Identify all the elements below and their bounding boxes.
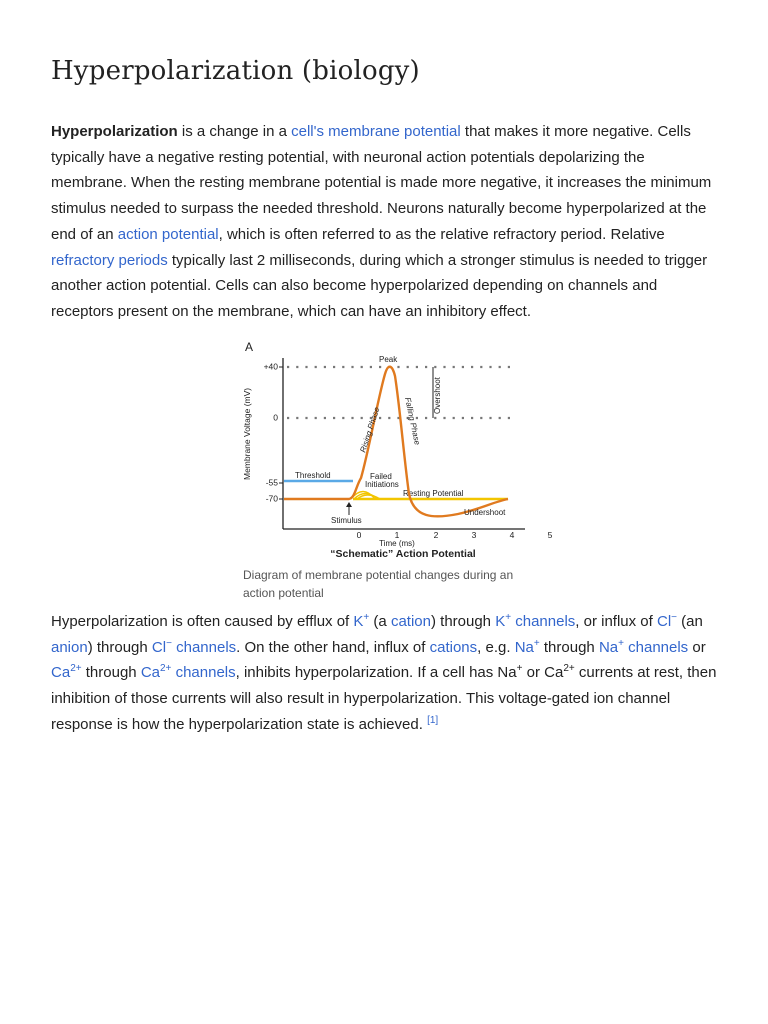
intro-paragraph [51,119,721,325]
text: . On the other hand, influx of [236,638,430,656]
y-tick-label: 0 [273,412,278,423]
text: or Ca [522,664,564,682]
superscript: 2+ [70,663,82,675]
superscript: − [671,612,677,623]
superscript: 2+ [563,663,575,675]
y-tick-label: -70 [265,493,278,504]
channels-text: channels [171,664,236,682]
channels-text: channels [171,638,237,656]
text: (an [677,613,703,630]
anion-link[interactable]: anion [51,638,88,656]
superscript: + [505,612,512,623]
undershoot-label: Undershoot [464,508,506,517]
diagram-title: “Schematic” Action Potential [330,548,476,560]
cl-text: Cl [656,613,672,630]
rising-phase-label: Rising Phase [358,406,382,454]
superscript: 2+ [160,663,172,675]
initiations-label: Initiations [365,480,399,489]
page-title: Hyperpolarization (biology) [51,56,420,86]
calcium-channels-link[interactable] [141,664,236,681]
text: typically last 2 milliseconds, during which a stronger stimulus is needed to trigger another action potential. Cells can also become hyperpolarized depending on channels and receptors present on the membrane, which can have an inhibitory effect. [51,251,708,320]
text: is a change in a [177,123,292,140]
na-text: Na [514,638,534,656]
text: through [539,638,599,656]
superscript: + [618,637,624,649]
superscript: + [363,612,370,623]
panel-letter: A [245,340,254,354]
superscript: + [533,637,540,649]
figure-caption: Diagram of membrane potential changes during an action potential [243,568,514,600]
text: ) through [87,638,152,656]
sodium-link[interactable] [515,639,540,656]
x-tick-label: 4 [509,530,515,540]
text: Hyperpolarization is often caused by efflux of [51,613,354,630]
text: , which is often referred to as the relative refractory period. Relative [218,225,665,243]
na-text: Na [598,638,619,656]
body-paragraph [51,609,721,738]
sodium-channels-link[interactable] [599,639,688,656]
falling-phase-label: Falling Phase [403,396,422,446]
calcium-link[interactable] [51,664,82,681]
x-tick-label: 0 [356,530,362,540]
action-potential-link[interactable]: action potential [117,225,219,243]
channels-text: channels [511,613,576,630]
ca-text: Ca [51,664,71,682]
cation-link[interactable]: cation [390,613,431,630]
y-axis-label: Membrane Voltage (mV) [242,387,252,480]
stimulus-arrowhead [346,502,352,507]
ca-text: Ca [140,664,160,682]
membrane-potential-link[interactable]: cell's membrane potential [291,123,461,140]
threshold-label: Threshold [295,471,331,480]
x-tick-label: 1 [394,530,400,540]
text: (a [369,613,391,630]
x-axis-label: Time (ms) [379,539,415,548]
x-tick-label: 2 [433,530,439,540]
text: or [688,638,706,656]
text: , inhibits hyperpolarization. If a cell has Na [235,664,517,682]
text: that makes it more negative. Cells typically have a negative resting potential, with neuronal action potentials depolarizing the membrane. When the resting membrane potential is made more negative, it increases the minimum stimulus needed to surpass the needed threshold. Neurons naturally become hyperpolarized at the end of an [51,123,712,243]
figure [242,338,553,602]
text: through [81,664,141,682]
x-tick-label: 3 [471,530,477,540]
y-tick-label: -55 [265,477,278,488]
overshoot-label: Overshoot [433,377,442,414]
y-tick-label: +40 [263,361,278,372]
term-bold: Hyperpolarization [51,123,178,140]
reference-link[interactable]: [1] [427,714,439,726]
superscript: − [166,637,172,649]
superscript: + [516,663,523,675]
x-tick-label: 5 [547,530,553,540]
cations-link[interactable]: cations [429,638,478,656]
chloride-link[interactable] [657,613,677,630]
text: , or influx of [575,613,657,630]
stimulus-label: Stimulus [331,516,362,525]
text: ) through [430,613,496,630]
action-potential-diagram[interactable] [242,338,553,562]
action-potential-curve [284,367,508,517]
text: currents at rest, then inhibition of those currents will also result in hyperpolarization. This voltage-gated ion channel response is how the hyperpolarization state is achieved. [51,664,717,733]
k-text: K [495,613,506,630]
failed-label: Failed [370,472,392,481]
peak-label: Peak [379,355,398,364]
potassium-channels-link[interactable] [495,613,575,630]
cl-text: Cl [151,638,167,656]
potassium-link[interactable] [353,613,369,630]
chloride-channels-link[interactable] [152,639,236,656]
refractory-periods-link[interactable]: refractory periods [51,251,168,269]
k-text: K [353,613,364,630]
text: , e.g. [477,638,515,656]
channels-text: channels [623,638,689,656]
resting-potential-label: Resting Potential [403,489,464,498]
